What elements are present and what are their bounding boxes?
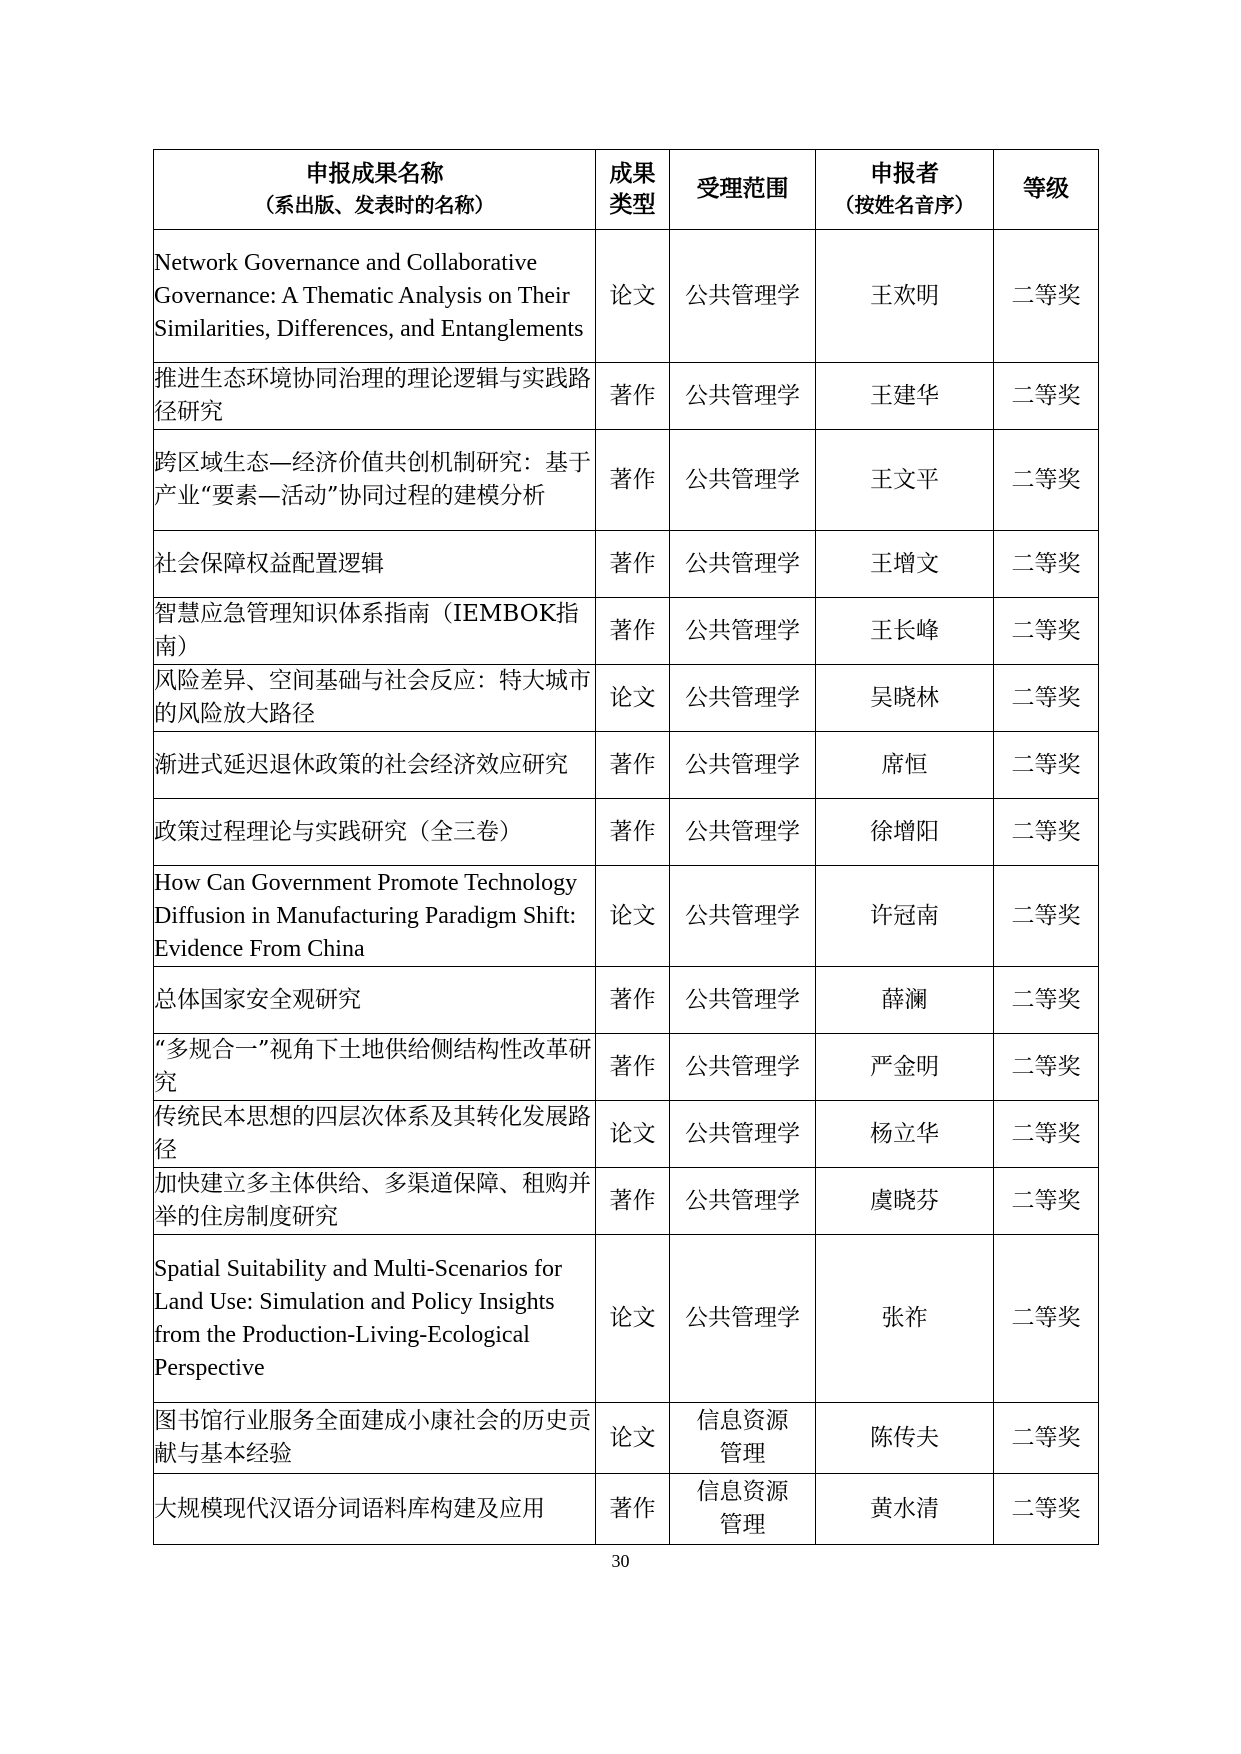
cell-scope: 公共管理学 xyxy=(670,363,816,430)
cell-type: 论文 xyxy=(596,866,670,967)
cell-type: 著作 xyxy=(596,1034,670,1101)
cell-type: 论文 xyxy=(596,1403,670,1474)
cell-scope: 公共管理学 xyxy=(670,866,816,967)
cell-scope: 公共管理学 xyxy=(670,1168,816,1235)
header-level: 等级 xyxy=(994,150,1099,230)
header-applicant xyxy=(816,150,994,230)
cell-applicant: 席恒 xyxy=(816,732,994,799)
cell-scope: 公共管理学 xyxy=(670,430,816,531)
cell-title: 跨区域生态—经济价值共创机制研究：基于产业“要素—活动”协同过程的建模分析 xyxy=(154,430,596,531)
cell-applicant: 严金明 xyxy=(816,1034,994,1101)
cell-scope: 公共管理学 xyxy=(670,1034,816,1101)
table-row xyxy=(154,598,1099,665)
table-row xyxy=(154,531,1099,598)
cell-title: 加快建立多主体供给、多渠道保障、租购并举的住房制度研究 xyxy=(154,1168,596,1235)
cell-scope: 公共管理学 xyxy=(670,967,816,1034)
header-title-sub: （系出版、发表时的名称） xyxy=(254,193,495,217)
header-type xyxy=(596,150,670,230)
cell-applicant: 陈传夫 xyxy=(816,1403,994,1474)
header-applicant-sub: （按姓名音序） xyxy=(834,193,975,217)
cell-applicant: 王增文 xyxy=(816,531,994,598)
cell-type: 著作 xyxy=(596,363,670,430)
cell-title: 社会保障权益配置逻辑 xyxy=(154,531,596,598)
cell-title: 风险差异、空间基础与社会反应：特大城市的风险放大路径 xyxy=(154,665,596,732)
cell-title: 图书馆行业服务全面建成小康社会的历史贡献与基本经验 xyxy=(154,1403,596,1474)
cell-title: 渐进式延迟退休政策的社会经济效应研究 xyxy=(154,732,596,799)
cell-level: 二等奖 xyxy=(994,799,1099,866)
cell-title: 推进生态环境协同治理的理论逻辑与实践路径研究 xyxy=(154,363,596,430)
cell-applicant: 王文平 xyxy=(816,430,994,531)
cell-title: How Can Government Promote Technology Diffusion in Manufacturing Paradigm Shift: Evidence From China xyxy=(154,866,596,967)
cell-title: 总体国家安全观研究 xyxy=(154,967,596,1034)
cell-applicant: 王建华 xyxy=(816,363,994,430)
cell-level: 二等奖 xyxy=(994,363,1099,430)
cell-level: 二等奖 xyxy=(994,598,1099,665)
cell-scope: 公共管理学 xyxy=(670,531,816,598)
cell-applicant: 薛澜 xyxy=(816,967,994,1034)
table-row xyxy=(154,430,1099,531)
table-row xyxy=(154,732,1099,799)
cell-applicant: 杨立华 xyxy=(816,1101,994,1168)
cell-applicant: 黄水清 xyxy=(816,1474,994,1545)
table-row xyxy=(154,799,1099,866)
header-title xyxy=(154,150,596,230)
cell-title: 大规模现代汉语分词语料库构建及应用 xyxy=(154,1474,596,1545)
cell-applicant: 吴晓林 xyxy=(816,665,994,732)
cell-type: 著作 xyxy=(596,732,670,799)
cell-title: 政策过程理论与实践研究（全三卷） xyxy=(154,799,596,866)
cell-scope: 公共管理学 xyxy=(670,230,816,363)
cell-level: 二等奖 xyxy=(994,1403,1099,1474)
table-row xyxy=(154,1474,1099,1545)
page-number: 30 xyxy=(611,1551,630,1571)
cell-level: 二等奖 xyxy=(994,230,1099,363)
header-title-main: 申报成果名称 xyxy=(305,161,444,187)
header-scope: 受理范围 xyxy=(670,150,816,230)
cell-applicant: 张祚 xyxy=(816,1235,994,1403)
table-row xyxy=(154,1235,1099,1403)
table-row xyxy=(154,363,1099,430)
cell-scope: 公共管理学 xyxy=(670,1235,816,1403)
table-row xyxy=(154,1101,1099,1168)
cell-level: 二等奖 xyxy=(994,665,1099,732)
cell-scope: 信息资源管理 xyxy=(670,1403,816,1474)
cell-scope: 公共管理学 xyxy=(670,665,816,732)
cell-title: Spatial Suitability and Multi-Scenarios for Land Use: Simulation and Policy Insights from the Production-Living-Ecological Perspective xyxy=(154,1235,596,1403)
cell-applicant: 虞晓芬 xyxy=(816,1168,994,1235)
cell-level: 二等奖 xyxy=(994,732,1099,799)
cell-type: 论文 xyxy=(596,1235,670,1403)
cell-level: 二等奖 xyxy=(994,967,1099,1034)
cell-scope: 信息资源管理 xyxy=(670,1474,816,1545)
table-body xyxy=(154,230,1099,1545)
cell-type: 论文 xyxy=(596,665,670,732)
header-type-label: 成果类型 xyxy=(609,160,656,218)
cell-title: “多规合一”视角下土地供给侧结构性改革研究 xyxy=(154,1034,596,1101)
cell-applicant: 许冠南 xyxy=(816,866,994,967)
table-row xyxy=(154,230,1099,363)
cell-level: 二等奖 xyxy=(994,1474,1099,1545)
cell-level: 二等奖 xyxy=(994,1235,1099,1403)
table-row xyxy=(154,1168,1099,1235)
cell-type: 著作 xyxy=(596,598,670,665)
cell-type: 论文 xyxy=(596,1101,670,1168)
table-row xyxy=(154,665,1099,732)
cell-type: 著作 xyxy=(596,1168,670,1235)
cell-applicant: 王欢明 xyxy=(816,230,994,363)
cell-scope: 公共管理学 xyxy=(670,799,816,866)
cell-type: 著作 xyxy=(596,531,670,598)
table-header-row xyxy=(154,150,1099,230)
cell-level: 二等奖 xyxy=(994,1168,1099,1235)
cell-level: 二等奖 xyxy=(994,1101,1099,1168)
table-row xyxy=(154,866,1099,967)
cell-type: 论文 xyxy=(596,230,670,363)
cell-type: 著作 xyxy=(596,430,670,531)
cell-applicant: 徐增阳 xyxy=(816,799,994,866)
cell-scope: 公共管理学 xyxy=(670,598,816,665)
header-applicant-main: 申报者 xyxy=(870,161,939,187)
cell-type: 著作 xyxy=(596,799,670,866)
cell-title: Network Governance and Collaborative Governance: A Thematic Analysis on Their Similarities, Differences, and Entanglements xyxy=(154,230,596,363)
table-row xyxy=(154,1034,1099,1101)
table-row xyxy=(154,1403,1099,1474)
cell-level: 二等奖 xyxy=(994,1034,1099,1101)
cell-type: 著作 xyxy=(596,1474,670,1545)
awards-table xyxy=(153,149,1099,1545)
cell-title: 传统民本思想的四层次体系及其转化发展路径 xyxy=(154,1101,596,1168)
cell-scope: 公共管理学 xyxy=(670,732,816,799)
cell-level: 二等奖 xyxy=(994,866,1099,967)
table-row xyxy=(154,967,1099,1034)
cell-title: 智慧应急管理知识体系指南（IEMBOK指南） xyxy=(154,598,596,665)
cell-level: 二等奖 xyxy=(994,430,1099,531)
cell-type: 著作 xyxy=(596,967,670,1034)
cell-level: 二等奖 xyxy=(994,531,1099,598)
cell-scope: 公共管理学 xyxy=(670,1101,816,1168)
cell-applicant: 王长峰 xyxy=(816,598,994,665)
